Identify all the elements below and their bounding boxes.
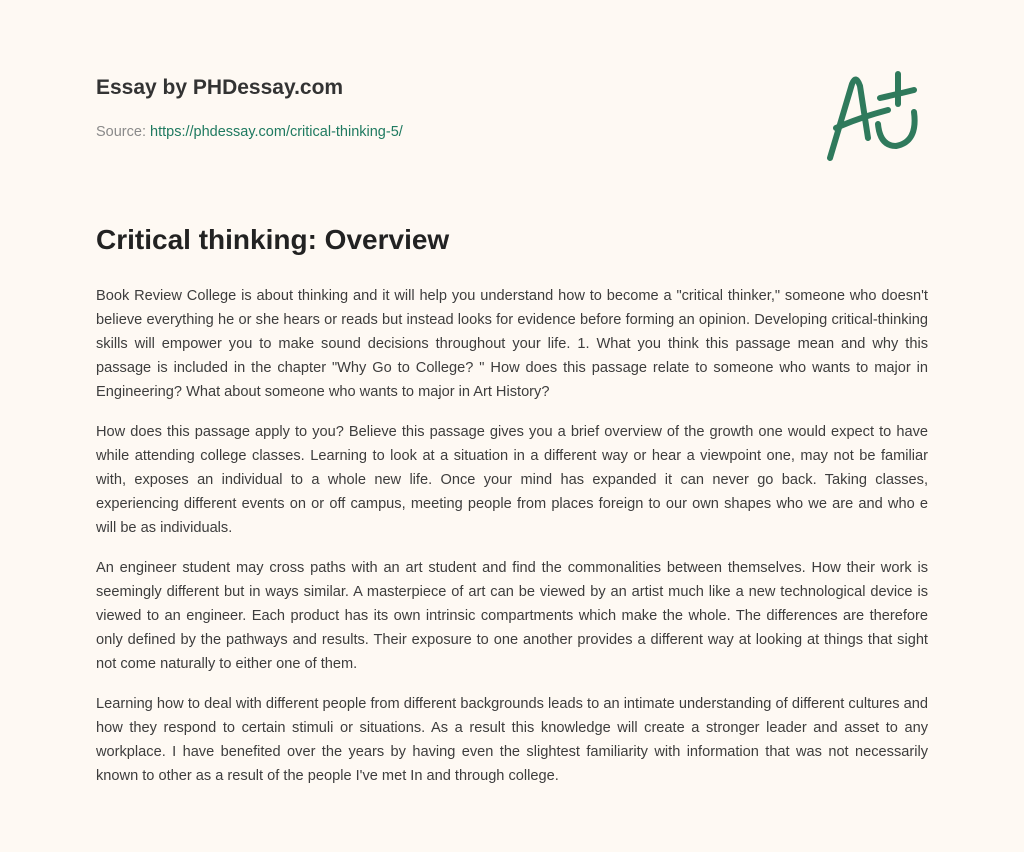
- site-brand: Essay by PHDessay.com: [96, 76, 344, 99]
- paragraph: Learning how to deal with different people from different backgrounds leads to an intimate understanding of different cultures and how they respond to certain stimuli or situations. As a result this knowledge will create a stronger leader and asset to any workplace. I have benefited over the years by having even the slightest familiarity with information that was not necessarily known to other as a result of the people I've met In and through college.: [96, 696, 928, 784]
- source-label: Source:: [96, 124, 146, 140]
- page-title: Critical thinking: Overview: [96, 224, 450, 255]
- source-link[interactable]: https://phdessay.com/critical-thinking-5/: [150, 124, 403, 140]
- paragraph: How does this passage apply to you? Believe this passage gives you a brief overview of the growth one would expect to have while attending college classes. Learning to look at a situation in a different way or hear a viewpoint one, may not be familiar with, exposes an individual to a whole new life. Once your mind has expanded it can never go back. Taking classes, experiencing different events on or off campus, meeting people from places foreign to our own shapes who we are and who e will be as individuals.: [96, 424, 928, 536]
- source-line: [96, 124, 403, 140]
- a-plus-logo-icon: [818, 66, 928, 166]
- paragraph: Book Review College is about thinking and it will help you understand how to become a "critical thinker," someone who doesn't believe everything he or she hears or reads but instead looks for evidence before forming an opinion. Developing critical-thinking skills will empower you to make sound decisions throughout your life. 1. What you think this passage mean and why this passage is included in the chapter "Why Go to College? " How does this passage relate to someone who wants to major in Engineering? What about someone who wants to major in Art History?: [96, 288, 928, 400]
- essay-body: [96, 284, 928, 804]
- paragraph: An engineer student may cross paths with an art student and find the commonalities between themselves. How their work is seemingly different but in ways similar. A masterpiece of art can be viewed by an artist much like a new technological device is viewed to an engineer. Each product has its own intrinsic compartments which make the whole. The differences are therefore only defined by the pathways and results. Their exposure to one another provides a different way at looking at things that sight not come naturally to either one of them.: [96, 560, 928, 672]
